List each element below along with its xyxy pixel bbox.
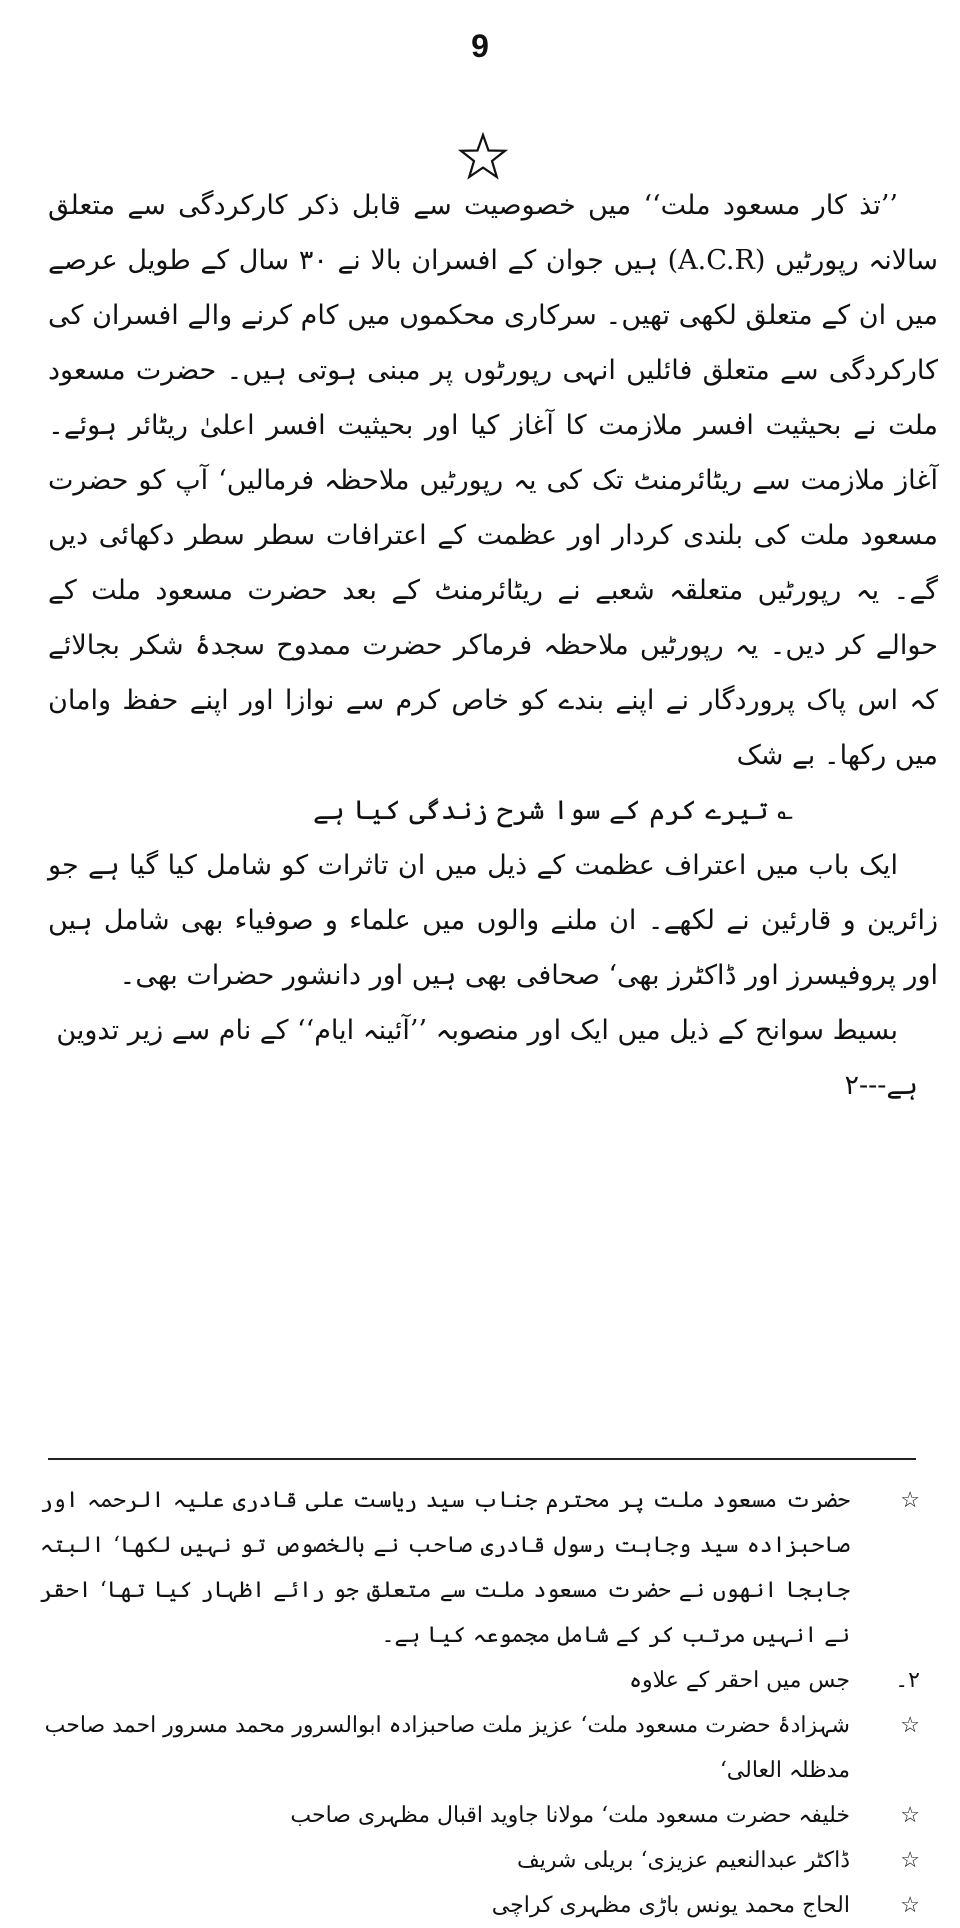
paragraph-tail: ہے---۲ [844,1070,918,1101]
page-number: 9 [471,28,489,64]
footnote-item [40,1883,920,1928]
footnote-text: الحاج محمد یونس باڑی مظہری کراچی [491,1893,850,1918]
paragraph-tributes: ایک باب میں اعتراف عظمت کے ذیل میں ان تاثرات کو شامل کیا گیا ہے جو زائرین و قارئین نے لکھے۔ ان ملنے والوں میں علماء و صوفیاء بھی شامل ہیں اور پروفیسرز اور ڈاکٹرز بھی‘ صحافی بھی ہیں اور دانشور حضرات بھی۔ [48,850,938,991]
footnotes [40,1478,920,1928]
footnote-item [40,1658,920,1703]
star-outline-icon [458,132,508,182]
couplet-verse: ؎ تیرے کرم کے سوا شرح زندگی کیا ہے [313,795,793,826]
footnote-marker: ☆ [900,1713,920,1738]
footnote-marker: ☆ [900,1893,920,1918]
footnote-marker: ۲۔ [895,1668,920,1693]
footnote-text: حضرت مسعود ملت پر محترم جناب سید ریاست علی قادری علیہ الرحمہ اور صاحبزادہ سید وجاہت رسول قادری صاحب نے بالخصوص تو نہیں لکھا‘ البتہ جابجا انھوں نے حضرت مسعود ملت سے متعلق جو رائے اظہار کیا تھا‘ احقر نے انہیں مرتب کر کے شامل مجموعہ کیا ہے۔ [40,1488,850,1648]
footnote-marker: ☆ [900,1848,920,1873]
paragraph-aina-e-ayyam: بسیط سوانح کے ذیل میں ایک اور منصوبہ ’’آئینہ ایام‘‘ کے نام سے زیر تدوین [56,1015,898,1046]
footnote-item [40,1703,920,1793]
footnote-marker: ☆ [900,1803,920,1828]
footnote-item [40,1793,920,1838]
footnote-text: ڈاکٹر عبدالنعیم عزیزی‘ بریلی شریف [516,1848,850,1873]
paragraph-acr-reports: ’’تذ کار مسعود ملت‘‘ میں خصوصیت سے قابل ذکر کارکردگی سے متعلق سالانہ رپورٹیں (A.C.R) ہیں جوان کے افسران بالا نے ۳۰ سال کے طویل عرصے میں ان کے متعلق لکھی تھیں۔ سرکاری محکموں میں کام کرنے والے افسران کی کارکردگی سے متعلق فائلیں انہی رپورٹوں پر مبنی ہوتی ہیں۔ حضرت مسعود ملت نے بحیثیت افسر ملازمت کا آغاز کیا اور بحیثیت افسر اعلیٰ ریٹائر ہوئے۔ آغاز ملازمت سے ریٹائرمنٹ تک کی یہ رپورٹیں ملاحظہ فرمالیں‘ آپ کو حضرت مسعود ملت کی بلندی کردار اور عظمت کے اعترافات سطر سطر دکھائی دیں گے۔ یہ رپورٹیں متعلقہ شعبے نے ریٹائرمنٹ کے بعد حضرت مسعود ملت کے حوالے کر دیں۔ یہ رپورٹیں ملاحظہ فرماکر حضرت ممدوح سجدۂ شکر بجالائے کہ اس پاک پروردگار نے اپنے بندے کو خاص کرم سے نوازا اور اپنے حفظ وامان میں رکھا۔ بے شک [48,190,939,771]
main-text [48,178,938,1113]
footnote-item [40,1478,920,1658]
footnote-divider [48,1458,916,1460]
footnote-item [40,1838,920,1883]
footnote-marker: ☆ [900,1488,920,1513]
footnote-text: جس میں احقر کے علاوہ [629,1668,850,1693]
footnote-text: شہزادۂ حضرت مسعود ملت‘ عزیز ملت صاحبزادہ ابوالسرور محمد مسرور احمد صاحب مدظلہ العالی‘ [44,1713,850,1783]
footnote-text: خلیفہ حضرت مسعود ملت‘ مولانا جاوید اقبال مظہری صاحب [290,1803,850,1828]
